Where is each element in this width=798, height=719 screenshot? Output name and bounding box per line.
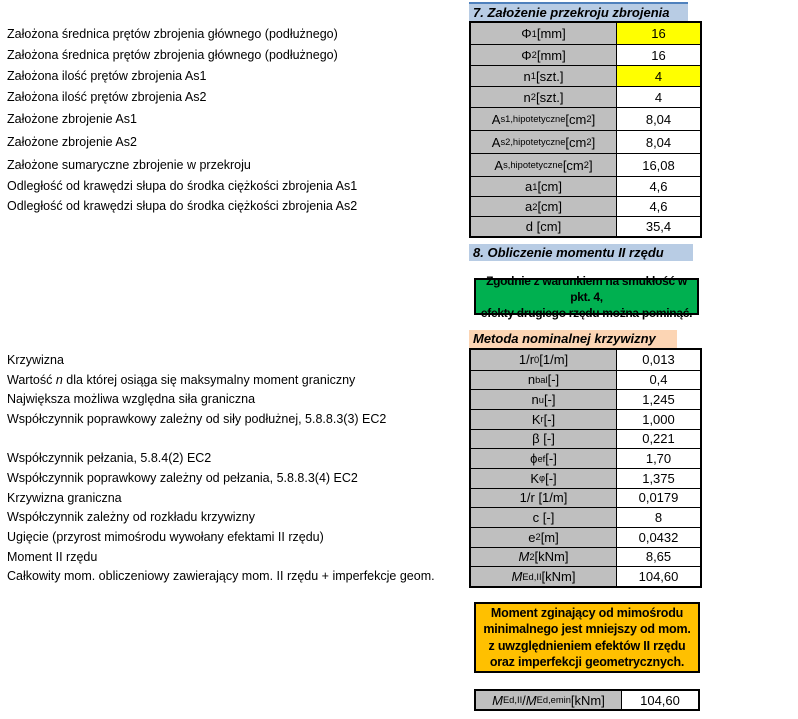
table-row: [471, 130, 700, 153]
parameter-cell: M Ed,II [kNm]: [471, 567, 617, 586]
table-row: [471, 448, 700, 468]
value-cell[interactable]: 8,65: [617, 548, 700, 567]
table-row: [471, 507, 700, 527]
nominal-curvature-method-header: Metoda nominalnej krzywizny: [469, 330, 677, 348]
table-row: [476, 691, 698, 709]
parameter-cell: K r [-]: [471, 410, 617, 429]
table-row: [471, 153, 700, 176]
parameter-cell: M 2 [kNm]: [471, 548, 617, 567]
parameter-cell: n 2 [szt.]: [471, 87, 617, 107]
value-cell[interactable]: 104,60: [622, 691, 698, 709]
value-cell[interactable]: 8,04: [617, 108, 700, 130]
parameter-cell: K φ [-]: [471, 469, 617, 488]
row-description-label: Wartość n dla której osiąga się maksymalny moment graniczny: [7, 372, 356, 387]
section-8-header: 8. Obliczenie momentu II rzędu: [469, 244, 693, 261]
row-description-label: Założona ilość prętów zbrojenia As2: [7, 89, 207, 104]
parameter-cell: e 2 [m]: [471, 528, 617, 547]
value-cell[interactable]: 8,04: [617, 131, 700, 153]
row-description-label: Założona średnica prętów zbrojenia głównego (podłużnego): [7, 47, 338, 62]
row-description-label: Odległość od krawędzi słupa do środka ciężkości zbrojenia As1: [7, 179, 358, 193]
table-row: [471, 488, 700, 508]
parameter-cell: 1/r 0 [1/m]: [471, 350, 617, 370]
table-row: [471, 216, 700, 236]
value-cell[interactable]: 16: [617, 45, 700, 65]
value-cell[interactable]: 1,375: [617, 469, 700, 488]
table-row: [471, 350, 700, 370]
reinforcement-assumption-table: [469, 21, 702, 238]
value-cell[interactable]: 35,4: [617, 217, 700, 236]
value-cell[interactable]: 4,6: [617, 197, 700, 216]
value-cell[interactable]: 8: [617, 508, 700, 527]
table-row: [471, 566, 700, 586]
table-row: [471, 527, 700, 547]
row-description-label: Całkowity mom. obliczeniowy zawierający mom. II rzędu + imperfekcje geom.: [7, 569, 435, 584]
table-row: [471, 65, 700, 86]
table-row: [471, 196, 700, 216]
minimum-eccentricity-warning-note: Moment zginający od mimośrodu minimalnego jest mniejszy od mom. z uwzględnieniem efektów II rzędu oraz imperfekcji geometrycznych.: [474, 602, 700, 673]
row-description-label: Krzywizna graniczna: [7, 490, 122, 505]
row-description-label: Ugięcie (przyrost mimośrodu wywołany efektami II rzędu): [7, 529, 324, 544]
value-cell[interactable]: 0,221: [617, 430, 700, 449]
table-row: [471, 409, 700, 429]
slenderness-ok-note: Zgodnie z warunkiem na smukłość w pkt. 4, efekty drugiego rzędu można pominąć.: [474, 278, 699, 315]
value-cell[interactable]: 1,70: [617, 449, 700, 468]
table-row: [471, 107, 700, 130]
parameter-cell: β [-]: [471, 430, 617, 449]
row-description-label: Moment II rzędu: [7, 549, 98, 564]
parameter-cell: ϕ ef [-]: [471, 449, 617, 468]
table-row: [471, 23, 700, 44]
parameter-cell: n u [-]: [471, 390, 617, 409]
row-description-label: Największa możliwa względna siła graniczna: [7, 392, 256, 407]
row-description-label: Założone zbrojenie As2: [7, 134, 137, 149]
value-cell[interactable]: 0,4: [617, 371, 700, 390]
value-cell[interactable]: 104,60: [617, 567, 700, 586]
parameter-cell: Φ 1 [mm]: [471, 23, 617, 44]
parameter-cell: n bal [-]: [471, 371, 617, 390]
row-description-label: Współczynnik poprawkowy zależny od pełzania, 5.8.8.3(4) EC2: [7, 470, 358, 485]
value-cell[interactable]: 1,245: [617, 390, 700, 409]
row-description-label: Założone zbrojenie As1: [7, 111, 137, 126]
row-description-label: Współczynnik pełzania, 5.8.4(2) EC2: [7, 451, 212, 466]
input-value-cell[interactable]: 4: [617, 66, 700, 86]
value-cell[interactable]: 0,013: [617, 350, 700, 370]
parameter-cell: c [-]: [471, 508, 617, 527]
row-description-label: Założona średnica prętów zbrojenia głównego (podłużnego): [7, 26, 338, 41]
value-cell[interactable]: 0,0432: [617, 528, 700, 547]
table-row: [471, 389, 700, 409]
parameter-cell: a 2 [cm]: [471, 197, 617, 216]
parameter-cell: d [cm]: [471, 217, 617, 236]
parameter-cell: a 1 [cm]: [471, 177, 617, 196]
table-row: [471, 468, 700, 488]
value-cell[interactable]: 16,08: [617, 154, 700, 176]
table-row: [471, 86, 700, 107]
table-row: [471, 429, 700, 449]
value-cell[interactable]: 4,6: [617, 177, 700, 196]
row-description-label: Współczynnik zależny od rozkładu krzywizny: [7, 510, 256, 525]
row-description-label: Krzywizna: [7, 352, 64, 367]
table-row: [471, 44, 700, 65]
parameter-cell: Φ 2 [mm]: [471, 45, 617, 65]
value-cell[interactable]: 1,000: [617, 410, 700, 429]
parameter-cell: A s2,hipotetyczne [cm 2 ]: [471, 131, 617, 153]
parameter-cell: 1/r [1/m]: [471, 489, 617, 508]
row-description-label: Współczynnik poprawkowy zależny od siły podłużnej, 5.8.8.3(3) EC2: [7, 411, 387, 426]
row-description-label: Założone sumaryczne zbrojenie w przekroju: [7, 157, 251, 172]
parameter-cell: A s1,hipotetyczne [cm 2 ]: [471, 108, 617, 130]
table-row: [471, 547, 700, 567]
governing-moment-result-row: [474, 689, 700, 711]
value-cell[interactable]: 4: [617, 87, 700, 107]
row-description-label: Odległość od krawędzi słupa do środka ciężkości zbrojenia As2: [7, 199, 358, 213]
row-description-label: Założona ilość prętów zbrojenia As1: [7, 68, 207, 83]
table-row: [471, 176, 700, 196]
input-value-cell[interactable]: 16: [617, 23, 700, 44]
nominal-curvature-table: [469, 348, 702, 588]
table-row: [471, 370, 700, 390]
parameter-cell: A s,hipotetyczne [cm 2 ]: [471, 154, 617, 176]
parameter-cell: M Ed,II / M Ed,emin [kNm]: [476, 691, 622, 709]
parameter-cell: n 1 [szt.]: [471, 66, 617, 86]
value-cell[interactable]: 0,0179: [617, 489, 700, 508]
section-7-header: 7. Założenie przekroju zbrojenia: [469, 2, 688, 21]
